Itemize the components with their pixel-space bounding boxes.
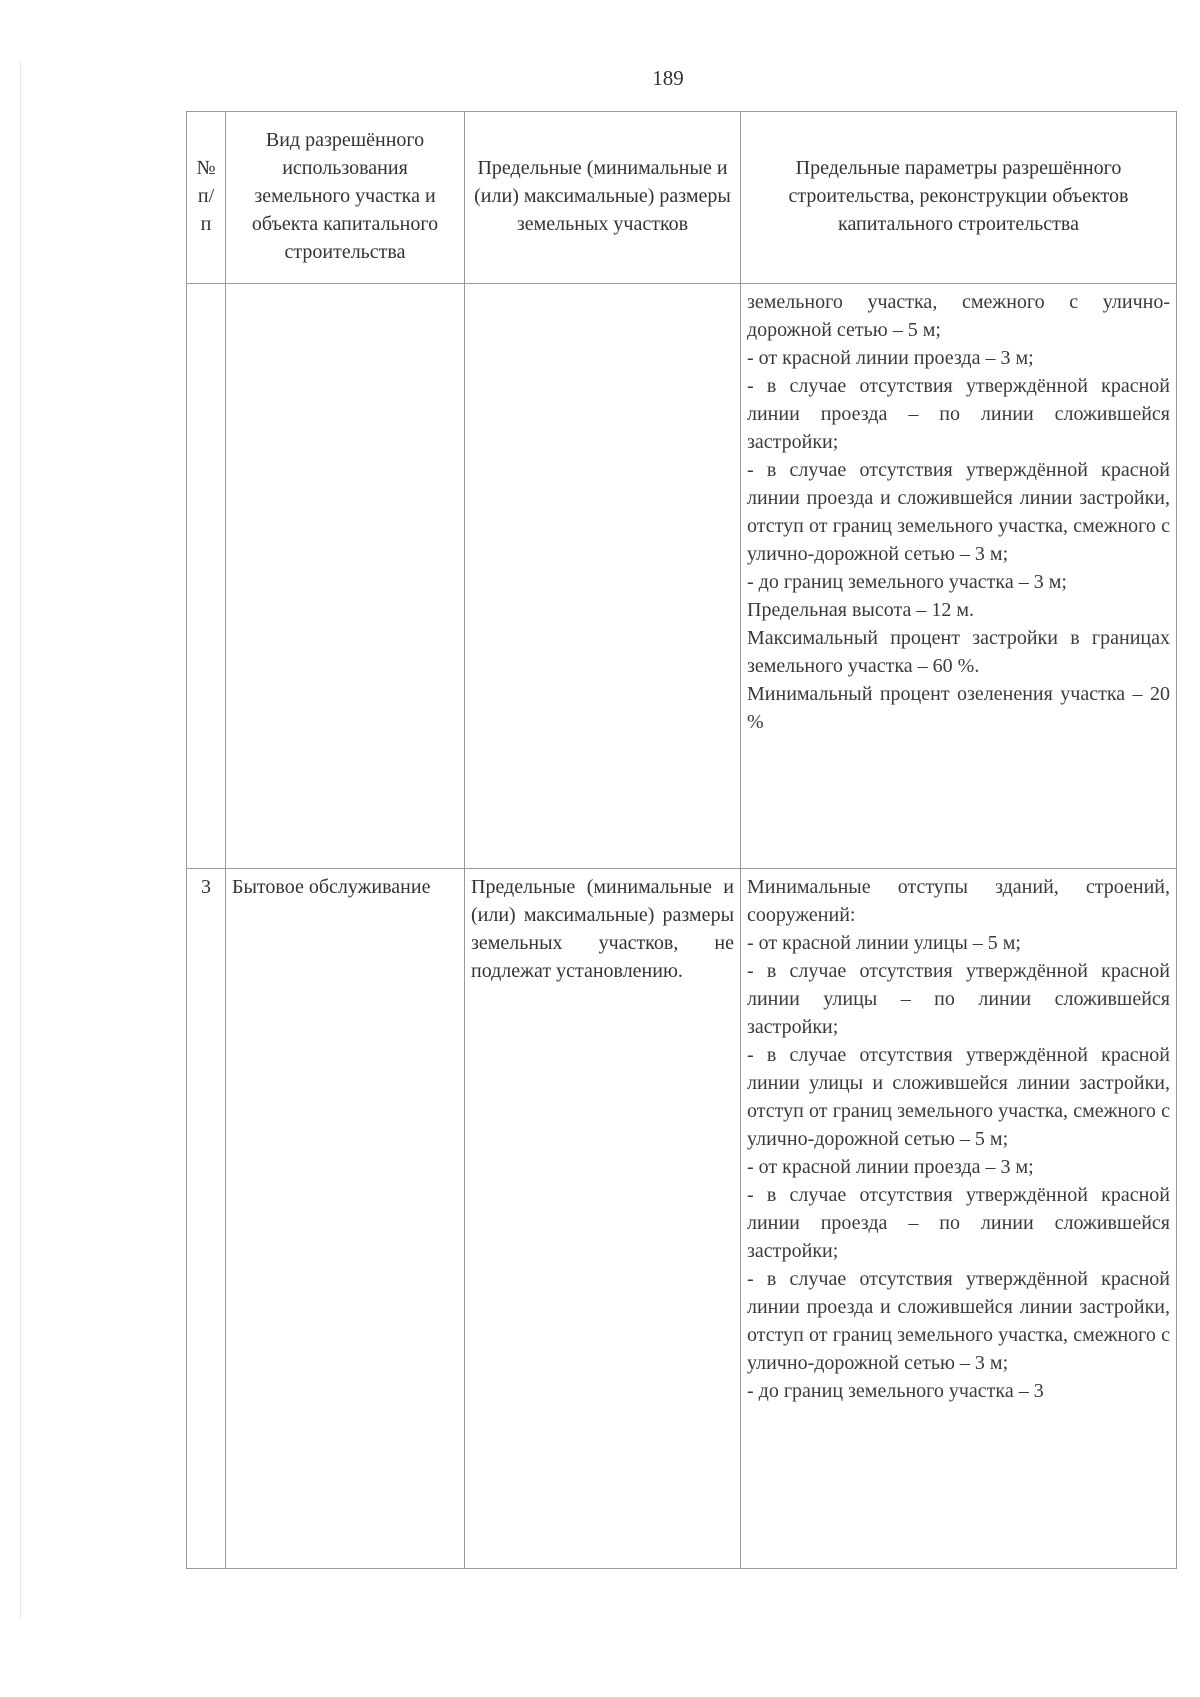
param-line: - от красной линии проезда – 3 м; xyxy=(747,1156,1034,1178)
header-plot-size: Предельные (минимальные и (или) максимальные) размеры земельных участков xyxy=(465,112,741,284)
param-line: - до границ земельного участка – 3 xyxy=(747,1380,1044,1402)
param-line: - от красной линии улицы – 5 м; xyxy=(747,932,1021,954)
regulations-table xyxy=(186,111,1177,1569)
scan-margin-line xyxy=(20,60,21,1620)
header-parameters: Предельные параметры разрешённого строительства, реконструкции объектов капитального строительства xyxy=(741,112,1177,284)
row-number-cell: 3 xyxy=(187,869,226,1569)
param-line: земельного участка, смежного с улично-дорожной сетью – 5 м; xyxy=(747,291,1170,341)
header-use-type: Вид разрешённого использования земельного участка и объекта капитального строительства xyxy=(226,112,465,284)
table-row-3 xyxy=(187,869,1177,1569)
param-line: - в случае отсутствия утверждённой красной линии улицы – по линии сложившейся застройки; xyxy=(747,960,1170,1038)
param-line: - до границ земельного участка – 3 м; xyxy=(747,571,1067,593)
parameters-cell xyxy=(741,869,1177,1569)
param-line: - в случае отсутствия утверждённой красной линии улицы и сложившейся линии застройки, отступ от границ земельного участка, смежного с улично-дорожной сетью – 5 м; xyxy=(747,1044,1170,1150)
parameters-cell xyxy=(741,284,1177,869)
header-number: № п/п xyxy=(187,112,226,284)
plot-size-cell xyxy=(465,284,741,869)
row-number-cell xyxy=(187,284,226,869)
param-line: Минимальный процент озеленения участка – 20 % xyxy=(747,683,1170,733)
table-row-continued xyxy=(187,284,1177,869)
use-type-cell xyxy=(226,284,465,869)
page-number: 189 xyxy=(652,66,684,90)
param-line: Минимальные отступы зданий, строений, сооружений: xyxy=(747,876,1170,926)
use-type-cell: Бытовое обслуживание xyxy=(226,869,465,1569)
param-line: - в случае отсутствия утверждённой красной линии проезда – по линии сложившейся застройки; xyxy=(747,1184,1170,1262)
table-header-row xyxy=(187,112,1177,284)
plot-size-cell: Предельные (минимальные и (или) максимальные) размеры земельных участков, не подлежат установлению. xyxy=(465,869,741,1569)
param-line: Максимальный процент застройки в границах земельного участка – 60 %. xyxy=(747,627,1170,677)
param-line: - от красной линии проезда – 3 м; xyxy=(747,347,1034,369)
param-line: Предельная высота – 12 м. xyxy=(747,599,975,621)
param-line: - в случае отсутствия утверждённой красной линии проезда и сложившейся линии застройки, отступ от границ земельного участка, смежного с улично-дорожной сетью – 3 м; xyxy=(747,1268,1170,1374)
param-line: - в случае отсутствия утверждённой красной линии проезда – по линии сложившейся застройки; xyxy=(747,375,1170,453)
param-line: - в случае отсутствия утверждённой красной линии проезда и сложившейся линии застройки, отступ от границ земельного участка, смежного с улично-дорожной сетью – 3 м; xyxy=(747,459,1170,565)
